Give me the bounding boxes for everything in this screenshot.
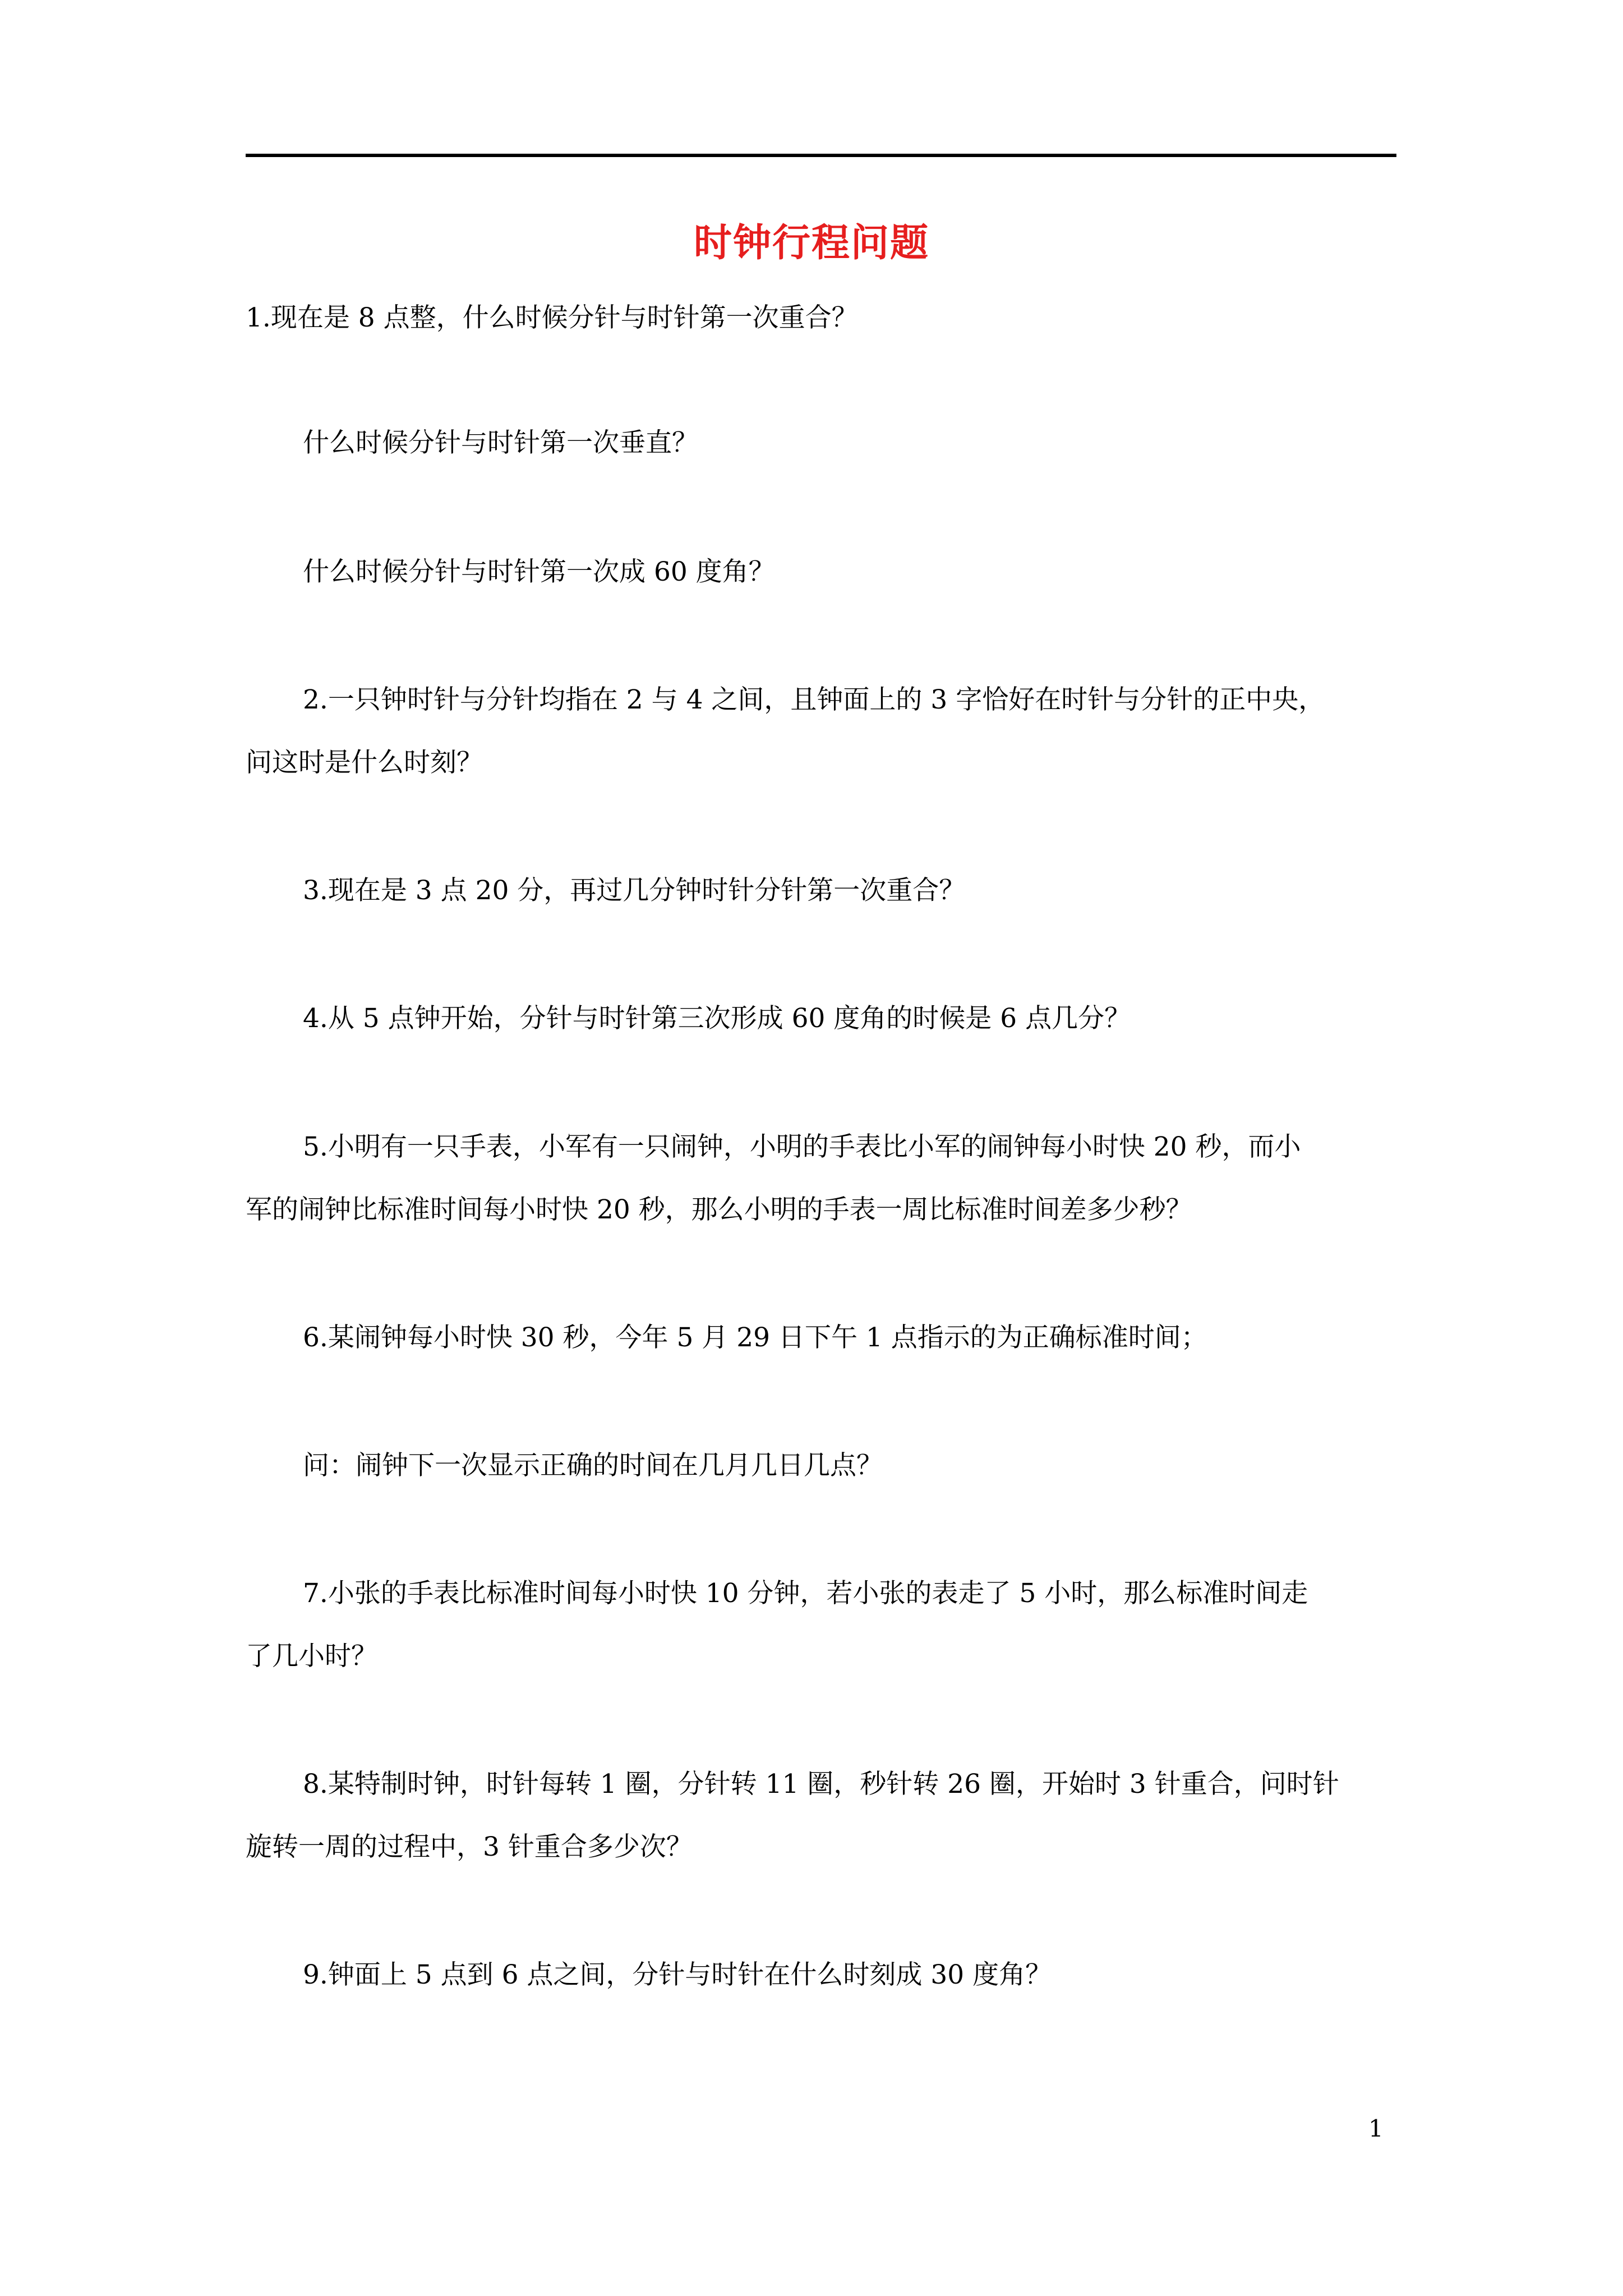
page-title: 时钟行程问题 [693, 220, 929, 265]
question-9: 9.钟面上 5 点到 6 点之间，分针与时针在什么时刻成 30 度角？ [303, 1959, 1052, 1990]
header-rule [246, 154, 1396, 157]
page-number: 1 [1368, 2115, 1384, 2142]
question-6-line-1: 6.某闹钟每小时快 30 秒，今年 5 月 29 日下午 1 点指示的为正确标准时间； [303, 1322, 1207, 1353]
question-1-line-3: 什么时候分针与时针第一次成 60 度角？ [303, 556, 775, 587]
question-7-line-1: 7.小张的手表比标准时间每小时快 10 分钟，若小张的表走了 5 小时，那么标准时间走 [303, 1578, 1308, 1609]
question-1-line-2: 什么时候分针与时针第一次垂直？ [303, 427, 698, 458]
question-4: 4.从 5 点钟开始，分针与时针第三次形成 60 度角的时候是 6 点几分？ [303, 1003, 1131, 1034]
question-1-line-1: 1.现在是 8 点整，什么时候分针与时针第一次重合？ [246, 302, 858, 333]
question-8-line-2: 旋转一周的过程中，3 针重合多少次？ [246, 1832, 693, 1862]
question-2-line-1: 2.一只钟时针与分针均指在 2 与 4 之间，且钟面上的 3 字恰好在时针与分针的正中央， [303, 684, 1325, 715]
question-3: 3.现在是 3 点 20 分，再过几分钟时针分针第一次重合？ [303, 875, 966, 906]
question-2-line-2: 问这时是什么时刻？ [246, 747, 483, 778]
question-7-line-2: 了几小时？ [246, 1641, 377, 1672]
question-6-line-2: 问：闹钟下一次显示正确的时间在几月几日几点？ [303, 1450, 883, 1481]
question-5-line-2: 军的闹钟比标准时间每小时快 20 秒，那么小明的手表一周比标准时间差多少秒？ [246, 1194, 1192, 1225]
question-8-line-1: 8.某特制时钟，时针每转 1 圈，分针转 11 圈，秒针转 26 圈，开始时 3 针重合，问时针 [303, 1769, 1339, 1800]
question-5-line-1: 5.小明有一只手表，小军有一只闹钟，小明的手表比小军的闹钟每小时快 20 秒，而小 [303, 1131, 1301, 1162]
